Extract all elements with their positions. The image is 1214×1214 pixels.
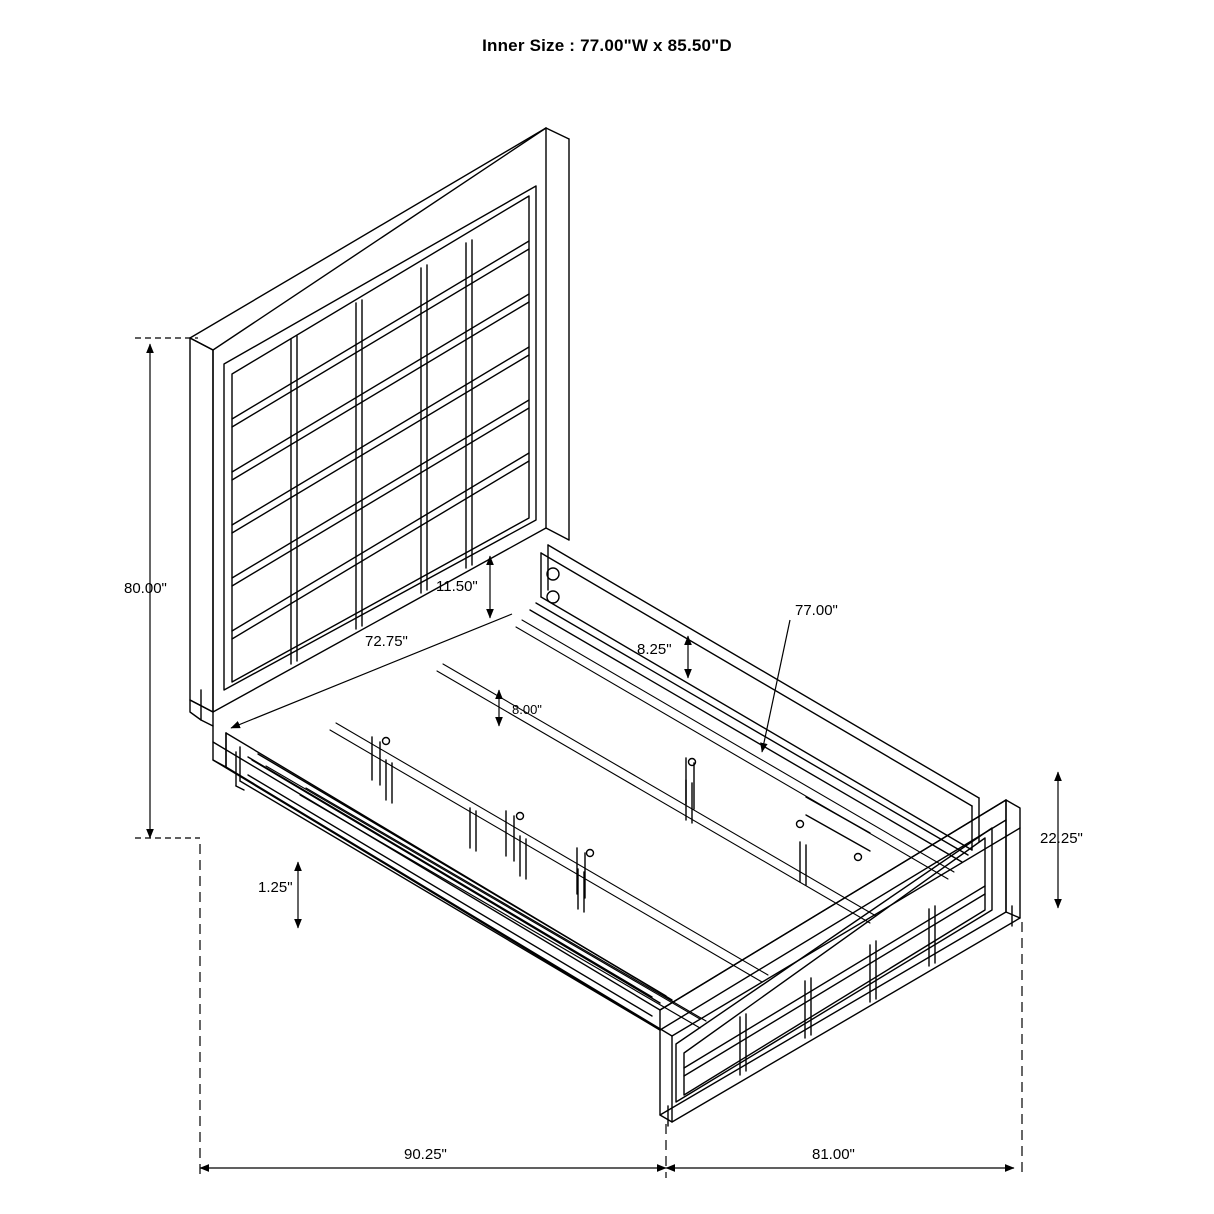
dimension-slat-support-height: 8.25"	[637, 641, 672, 658]
page-title: Inner Size : 77.00"W x 85.50"D	[482, 36, 732, 55]
dimension-headboard-to-rail: 11.50"	[436, 578, 478, 595]
dimension-overall-length: 90.25"	[404, 1146, 447, 1163]
dimension-headboard-height: 80.00"	[124, 580, 167, 597]
dimension-side-rail: 77.00"	[795, 602, 838, 619]
dimension-overall-width: 81.00"	[812, 1146, 855, 1163]
dimension-inner-rail-width: 72.75"	[365, 633, 408, 650]
dimension-base-trim: 1.25"	[258, 879, 293, 896]
dimension-slat-leg-height: 8.00"	[512, 702, 542, 717]
dimension-footboard-height: 22.25"	[1040, 830, 1083, 847]
